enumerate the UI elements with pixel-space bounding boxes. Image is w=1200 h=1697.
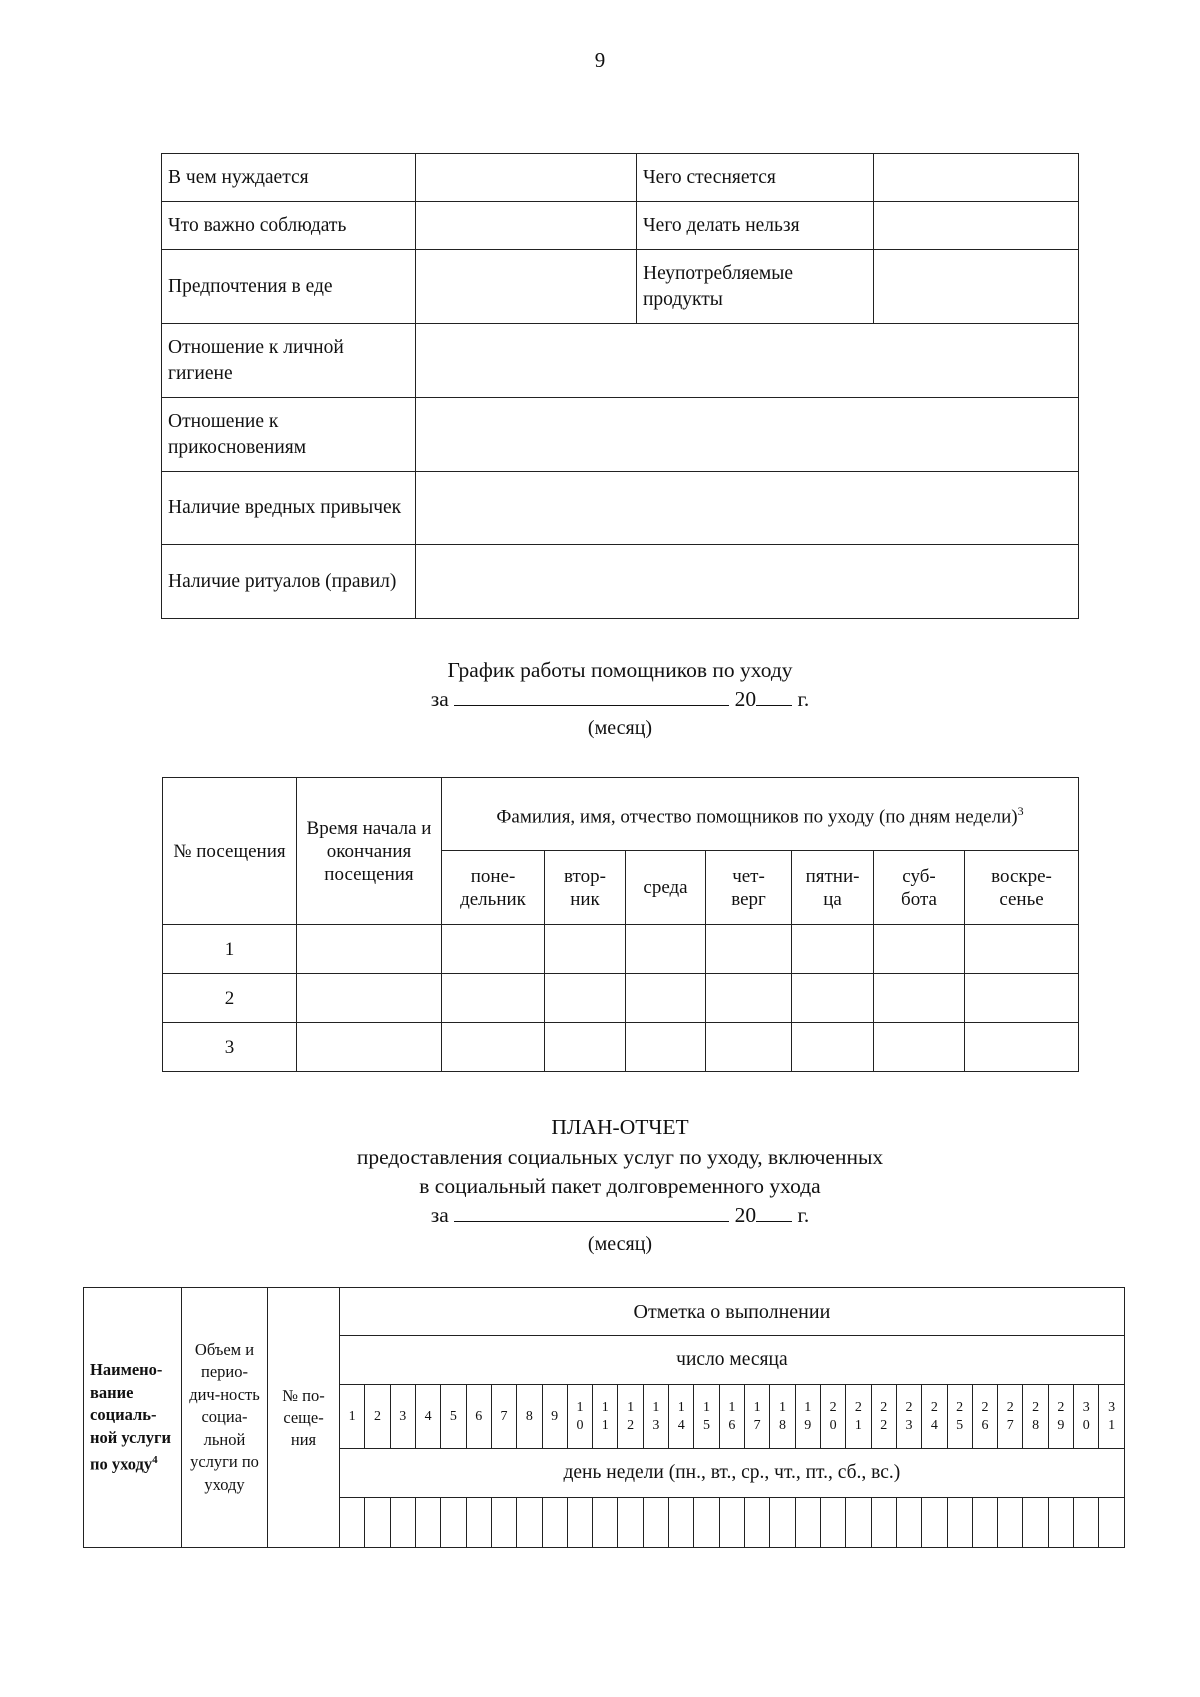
visit-cell[interactable] [706, 974, 792, 1023]
visit-cell[interactable] [874, 925, 965, 974]
pref-label-excluded-food: Неупотребляемые продукты [637, 250, 874, 324]
pref-value-important[interactable] [416, 202, 637, 250]
day-number-cell: 2 [365, 1385, 390, 1449]
mark-cell[interactable] [795, 1498, 820, 1548]
pref-label-important: Что важно соблюдать [162, 202, 416, 250]
day-number-cell: 7 [491, 1385, 516, 1449]
visit-cell[interactable] [545, 974, 626, 1023]
page-number: 9 [594, 48, 606, 72]
visit-cell[interactable] [442, 974, 545, 1023]
pref-value-food[interactable] [416, 250, 637, 324]
mark-cell[interactable] [820, 1498, 845, 1548]
day-number-cell: 4 [415, 1385, 440, 1449]
mark-cell[interactable] [719, 1498, 744, 1548]
day-of-month-header: число месяца [340, 1336, 1125, 1385]
visit-cell[interactable] [442, 925, 545, 974]
pref-label-habits: Наличие вредных привычек [162, 472, 416, 545]
pref-value-rituals[interactable] [416, 545, 1079, 619]
visit-cell[interactable] [626, 974, 706, 1023]
mark-cell[interactable] [390, 1498, 415, 1548]
day-number-cell: 1 8 [770, 1385, 795, 1449]
visit-cell[interactable] [545, 925, 626, 974]
schedule-title: График работы помощников по уходу [447, 658, 793, 682]
day-number-cell: 2 6 [972, 1385, 997, 1449]
day-number-cell: 2 7 [998, 1385, 1023, 1449]
mark-cell[interactable] [871, 1498, 896, 1548]
visit-cell[interactable] [792, 1023, 874, 1072]
visit-cell[interactable] [965, 925, 1079, 974]
visit-cell[interactable] [706, 925, 792, 974]
mark-cell[interactable] [593, 1498, 618, 1548]
day-number-cell: 6 [466, 1385, 491, 1449]
plan-month-caption: (месяц) [587, 1233, 653, 1255]
mark-cell[interactable] [441, 1498, 466, 1548]
pref-label-hygiene: Отношение к личной гигиене [162, 324, 416, 398]
mark-cell[interactable] [643, 1498, 668, 1548]
mark-cell[interactable] [947, 1498, 972, 1548]
visit-cell[interactable] [626, 1023, 706, 1072]
plan-report-subtitle-2: в социальный пакет долговременного ухода [419, 1174, 821, 1198]
pref-value-excluded-food[interactable] [874, 250, 1079, 324]
day-number-cell: 5 [441, 1385, 466, 1449]
mark-cell[interactable] [770, 1498, 795, 1548]
plan-month-blank[interactable] [454, 1201, 729, 1222]
mark-header: Отметка о выполнении [340, 1288, 1125, 1336]
pref-label-food: Предпочтения в еде [162, 250, 416, 324]
pref-label-needs: В чем нуждается [162, 154, 416, 202]
schedule-year-prefix: 20 [734, 687, 757, 711]
mark-cell[interactable] [1099, 1498, 1124, 1548]
day-number-cell: 2 2 [871, 1385, 896, 1449]
col-service-volume: Объем и перио-дич-ность социа-льной услуги по уходу [182, 1288, 268, 1548]
day-number-cell: 1 1 [593, 1385, 618, 1449]
day-thursday: чет-верг [706, 851, 792, 925]
visit-cell[interactable] [545, 1023, 626, 1072]
day-number-cell: 1 4 [669, 1385, 694, 1449]
day-number-cell: 1 [340, 1385, 365, 1449]
day-number-cell: 2 9 [1048, 1385, 1073, 1449]
day-number-cell: 3 0 [1074, 1385, 1099, 1449]
mark-cell[interactable] [896, 1498, 921, 1548]
day-number-cell: 2 5 [947, 1385, 972, 1449]
day-number-cell: 1 3 [643, 1385, 668, 1449]
mark-cell[interactable] [1023, 1498, 1048, 1548]
visit-cell[interactable] [874, 1023, 965, 1072]
mark-cell[interactable] [922, 1498, 947, 1548]
pref-label-touch: Отношение к прикосновениям [162, 398, 416, 472]
day-number-cell: 2 4 [922, 1385, 947, 1449]
plan-report-title: ПЛАН-ОТЧЕТ [551, 1115, 689, 1139]
day-number-cell: 1 9 [795, 1385, 820, 1449]
pref-label-forbidden: Чего делать нельзя [637, 202, 874, 250]
visit-cell[interactable] [442, 1023, 545, 1072]
mark-cell[interactable] [567, 1498, 592, 1548]
schedule-for-label: за [430, 687, 449, 711]
day-number-cell: 2 3 [896, 1385, 921, 1449]
day-number-cell: 2 8 [1023, 1385, 1048, 1449]
pref-value-habits[interactable] [416, 472, 1079, 545]
pref-label-shy: Чего стесняется [637, 154, 874, 202]
plan-year-prefix: 20 [734, 1203, 757, 1227]
mark-cell[interactable] [998, 1498, 1023, 1548]
day-number-cell: 2 0 [820, 1385, 845, 1449]
visit-cell[interactable] [965, 1023, 1079, 1072]
plan-year-blank[interactable] [756, 1201, 792, 1222]
footnote-mark-3: 3 [1017, 803, 1024, 818]
col-visit-number: № по-сеще-ния [268, 1288, 340, 1548]
day-number-cell: 1 5 [694, 1385, 719, 1449]
mark-cell[interactable] [745, 1498, 770, 1548]
pref-value-forbidden[interactable] [874, 202, 1079, 250]
pref-value-shy[interactable] [874, 154, 1079, 202]
schedule-month-caption: (месяц) [587, 717, 653, 739]
preferences-table [161, 153, 1079, 619]
mark-cell[interactable] [1048, 1498, 1073, 1548]
col-visit-number: № посещения [163, 778, 297, 925]
mark-cell[interactable] [618, 1498, 643, 1548]
day-number-cell: 8 [517, 1385, 542, 1449]
visit-cell[interactable] [874, 974, 965, 1023]
schedule-period-line [0, 685, 1200, 713]
visit-cell[interactable] [792, 974, 874, 1023]
day-friday: пятни-ца [792, 851, 874, 925]
pref-label-rituals: Наличие ритуалов (правил) [162, 545, 416, 619]
schedule-month-blank[interactable] [454, 685, 729, 706]
visit-cell[interactable] [965, 974, 1079, 1023]
day-number-cell: 3 [390, 1385, 415, 1449]
day-tuesday: втор-ник [545, 851, 626, 925]
visit-number: 3 [163, 1023, 297, 1072]
day-number-cell: 1 2 [618, 1385, 643, 1449]
mark-cell[interactable] [365, 1498, 390, 1548]
mark-cell[interactable] [491, 1498, 516, 1548]
mark-cell[interactable] [542, 1498, 567, 1548]
day-number-cell: 1 0 [567, 1385, 592, 1449]
visit-cell[interactable] [626, 925, 706, 974]
visit-number: 2 [163, 974, 297, 1023]
visit-cell[interactable] [706, 1023, 792, 1072]
day-monday: поне-дельник [442, 851, 545, 925]
day-saturday: суб-бота [874, 851, 965, 925]
visit-cell[interactable] [297, 974, 442, 1023]
visit-cell[interactable] [792, 925, 874, 974]
day-number-cell: 3 1 [1099, 1385, 1124, 1449]
mark-cell[interactable] [972, 1498, 997, 1548]
day-number-cell: 1 6 [719, 1385, 744, 1449]
mark-cell[interactable] [694, 1498, 719, 1548]
schedule-year-blank[interactable] [756, 685, 792, 706]
day-number-cell: 2 1 [846, 1385, 871, 1449]
pref-value-touch[interactable] [416, 398, 1079, 472]
visit-number: 1 [163, 925, 297, 974]
pref-value-hygiene[interactable] [416, 324, 1079, 398]
plan-for-label: за [430, 1203, 449, 1227]
mark-cell[interactable] [340, 1498, 365, 1548]
day-sunday: воскре-сенье [965, 851, 1079, 925]
visit-cell[interactable] [297, 925, 442, 974]
mark-cell[interactable] [415, 1498, 440, 1548]
col-service-name: Наимено-вание социаль-ной услуги по уходу$^4$ [84, 1288, 182, 1548]
col-visit-time: Время начала и окончания посещения [297, 778, 442, 925]
plan-year-suffix: г. [797, 1203, 810, 1227]
mark-cell[interactable] [1074, 1498, 1099, 1548]
day-wednesday: среда [626, 851, 706, 925]
schedule-year-suffix: г. [797, 687, 810, 711]
day-number-cell: 9 [542, 1385, 567, 1449]
mark-cell[interactable] [669, 1498, 694, 1548]
weekday-header: день недели (пн., вт., ср., чт., пт., сб., вс.) [340, 1449, 1125, 1498]
plan-report-period-line [0, 1201, 1200, 1229]
plan-report-subtitle-1: предоставления социальных услуг по уходу, включенных [356, 1145, 884, 1169]
mark-cell[interactable] [466, 1498, 491, 1548]
day-number-cell: 1 7 [745, 1385, 770, 1449]
mark-cell[interactable] [517, 1498, 542, 1548]
visit-cell[interactable] [297, 1023, 442, 1072]
pref-value-needs[interactable] [416, 154, 637, 202]
plan-report-table [83, 1287, 1125, 1548]
mark-cell[interactable] [846, 1498, 871, 1548]
col-assistant-names: Фамилия, имя, отчество помощников по уходу (по дням недели)$^3$ [442, 778, 1079, 851]
schedule-table [162, 777, 1079, 1072]
footnote-mark-4: 4 [152, 1454, 158, 1466]
